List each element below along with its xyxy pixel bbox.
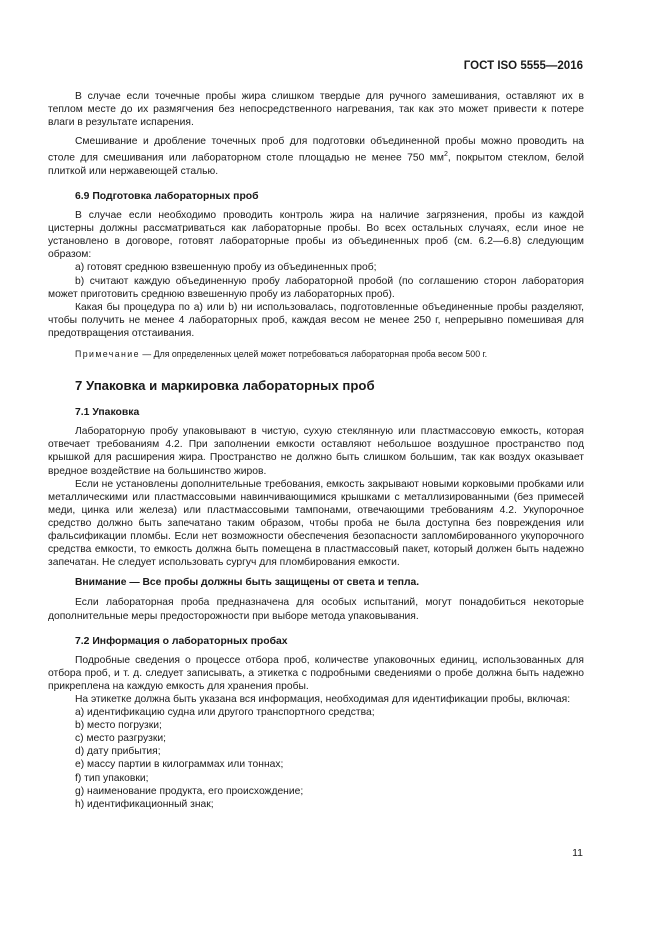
paragraph <box>48 135 584 178</box>
section-heading-7-2: 7.2 Информация о лабораторных пробах <box>75 635 288 647</box>
list-item: d) дату прибытия; <box>75 746 161 758</box>
list-item: f) тип упаковки; <box>75 772 149 784</box>
document-id: ГОСТ ISO 5555—2016 <box>463 60 583 72</box>
paragraph: Какая бы процедура по a) или b) ни использовалась, подготовленные объединенные пробы разделяют, чтобы получить не менее 4 лабораторных проб, каждая весом не менее 250 г, непрерывно помешивая для предотвращения отстаивания. <box>48 301 584 339</box>
note-text: — Для определенных целей может потребоваться лабораторная проба весом 500 г. <box>139 349 488 360</box>
page-number: 11 <box>572 847 583 859</box>
text-run: Смешивание и дробление точечных проб для подготовки объединенной пробы можно проводить на столе для смешивания или лабораторном столе площадью не менее 750 мм <box>48 136 584 164</box>
list-item: b) место погрузки; <box>75 720 162 732</box>
list-item: b) считают каждую объединенную пробу лабораторной пробой (по соглашению сторон лаборатория может приготовить среднюю взвешенную пробу из лабораторных проб). <box>48 275 584 300</box>
paragraph: Лабораторную пробу упаковывают в чистую, сухую стеклянную или пластмассовую емкость, которая отвечает требованиям 4.2. При заполнении емкости оставляют небольшое воздушное пространство под крышкой для расширения жира. Пространство не должно быть слишком большим, так как воздух оказывает вредное воздействие на большинство жиров. <box>48 426 584 477</box>
paragraph: В случае если точечные пробы жира слишком твердые для ручного замешивания, оставляют их в теплом месте до их размягчения без непосредственного нагревания, так как это может привести к потере влаги в результате испарения. <box>48 91 584 129</box>
paragraph: На этикетке должна быть указана вся информация, необходимая для идентификации пробы, включая: <box>75 693 571 705</box>
list-item: h) идентификационный знак; <box>75 798 214 810</box>
paragraph: Подробные сведения о процессе отбора проб, количестве упаковочных единиц, использованных для отбора проб, и т. д. следует записывать, а этикетка с подробными сведениями о пробе должна быть надежно прикреплена на каждую емкость для хранения пробы. <box>48 654 584 692</box>
list-item: a) готовят среднюю взвешенную пробу из объединенных проб; <box>75 262 377 274</box>
list-item: c) место разгрузки; <box>75 733 166 745</box>
page-content <box>48 90 584 811</box>
note-label: Примечание <box>75 349 140 360</box>
text-run: , покрытом стеклом, белой плиткой или нержавеющей сталью. <box>48 152 584 177</box>
list-item: e) массу партии в килограммах или тоннах; <box>75 759 284 771</box>
list-item: g) наименование продукта, его происхождение; <box>75 785 304 797</box>
section-heading-7-1: 7.1 Упаковка <box>75 407 140 419</box>
superscript: 2 <box>443 151 448 159</box>
section-heading-6-9: 6.9 Подготовка лабораторных проб <box>75 190 259 202</box>
warning: Внимание — Все пробы должны быть защищены от света и тепла. <box>75 577 420 589</box>
paragraph: Если не установлены дополнительные требования, емкость закрывают новыми корковыми пробками или металлическими или пластмассовыми навинчивающимися крышками с металлизированными (без примесей меди, цинка или железа) или пластмассовыми тампонами, отвечающими требованиям 4.2. Укупорочное средство должно быть запечатано таким образом, чтобы проба не была доступна без повреждения или фальсификации пломбы. Если нет возможности обеспечения безопасности запломбированного укупорочного средства емкости, то емкость должна быть помещена в пластмассовый пакет, который должен быть надежно запечатан. Не следует использовать сургуч для пломбирования емкости. <box>48 478 584 569</box>
section-heading-7: 7 Упаковка и маркировка лабораторных проб <box>75 378 375 394</box>
paragraph: В случае если необходимо проводить контроль жира на наличие загрязнения, пробы из каждой цистерны должны рассматриваться как лабораторные пробы. Во всех остальных случаях, если иное не установлено в договоре, готовят лабораторные пробы из объединенных проб (см. 6.2—6.8) следующим образом: <box>48 210 584 261</box>
note <box>48 348 584 361</box>
paragraph: Если лабораторная проба предназначена для особых испытаний, могут понадобиться некоторые дополнительные меры предосторожности при выборе метода упаковывания. <box>48 597 584 622</box>
list-item: a) идентификацию судна или другого транспортного средства; <box>75 707 375 719</box>
